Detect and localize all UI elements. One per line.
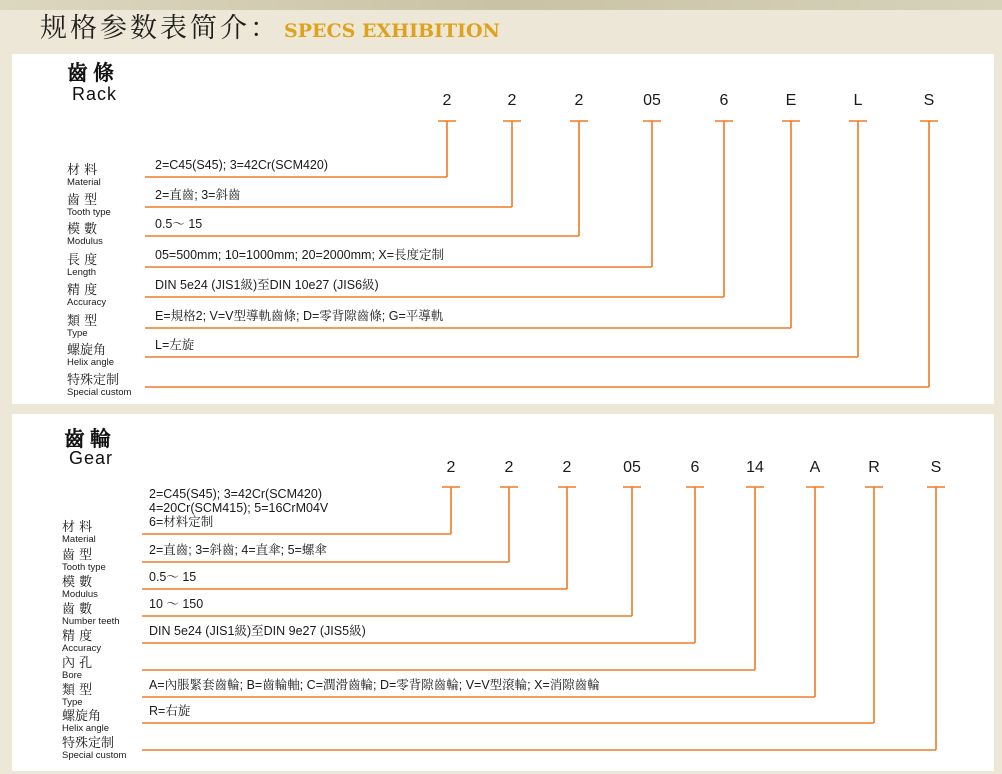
- page-title-cn: 规格参数表简介：: [40, 13, 280, 44]
- gear-row-label-en-5: Bore: [62, 670, 83, 681]
- gear-row-desc-2-0: 0.5～ 15: [149, 570, 197, 584]
- rack-spec-diagram: [12, 54, 994, 404]
- rack-row-desc-6-0: L=左旋: [155, 338, 195, 352]
- gear-row-label-cn-1: 齒 型: [62, 548, 93, 563]
- rack-row-label-cn-3: 長 度: [67, 253, 98, 268]
- gear-row-desc-0-0: 2=C45(S45); 3=42Cr(SCM420): [149, 487, 322, 501]
- gear-row-label-cn-4: 精 度: [62, 629, 93, 644]
- gear-row-label-en-8: Special custom: [62, 750, 127, 761]
- gear-row-label-cn-5: 內 孔: [62, 656, 93, 671]
- gear-row-label-en-2: Modulus: [62, 589, 98, 600]
- page-title: [40, 6, 500, 46]
- gear-code-8: S: [930, 459, 942, 476]
- gear-row-desc-0-1: 4=20Cr(SCM415); 5=16CrM04V: [149, 501, 329, 515]
- gear-row-desc-7-0: R=右旋: [149, 704, 191, 718]
- gear-row-label-cn-8: 特殊定制: [62, 736, 115, 751]
- rack-row-desc-2-0: 0.5～ 15: [155, 217, 203, 231]
- gear-spec-panel: [12, 414, 994, 771]
- rack-spec-panel: [12, 54, 994, 404]
- rack-code-0: 2: [442, 92, 452, 109]
- gear-row-desc-4-0: DIN 5e24 (JIS1級)至DIN 9e27 (JIS5級): [149, 624, 366, 638]
- gear-code-3: 05: [623, 459, 641, 476]
- gear-row-label-cn-2: 模 數: [62, 575, 93, 590]
- gear-row-label-en-1: Tooth type: [62, 562, 106, 573]
- rack-code-1: 2: [507, 92, 517, 109]
- gear-code-0: 2: [446, 459, 456, 476]
- rack-row-desc-1-0: 2=直齒; 3=斜齒: [155, 188, 241, 202]
- rack-row-label-cn-7: 特殊定制: [67, 373, 120, 388]
- gear-row-label-en-7: Helix angle: [62, 723, 109, 734]
- gear-spec-diagram: [12, 414, 994, 771]
- rack-code-4: 6: [719, 92, 729, 109]
- gear-title-en: Gear: [69, 448, 114, 468]
- gear-row-desc-6-0: A=內脹緊套齒輪; B=齒輪軸; C=潤滑齒輪; D=零背隙齒輪; V=V型滾輪; X=消隙齒輪: [149, 678, 600, 692]
- rack-row-desc-4-0: DIN 5e24 (JIS1級)至DIN 10e27 (JIS6級): [155, 278, 379, 292]
- rack-row-label-en-7: Special custom: [67, 387, 132, 398]
- rack-code-5: E: [785, 92, 797, 109]
- rack-row-label-cn-2: 模 數: [67, 222, 98, 237]
- gear-row-desc-1-0: 2=直齒; 3=斜齒; 4=直傘; 5=螺傘: [149, 543, 327, 557]
- gear-code-6: A: [809, 459, 821, 476]
- rack-code-6: L: [853, 92, 863, 109]
- rack-row-label-cn-6: 螺旋角: [67, 343, 107, 358]
- rack-row-label-en-2: Modulus: [67, 236, 103, 247]
- rack-row-label-en-3: Length: [67, 267, 97, 278]
- gear-row-label-cn-6: 類 型: [62, 683, 93, 698]
- rack-row-desc-5-0: E=規格2; V=V型導軌齒條; D=零背隙齒條; G=平導軌: [155, 309, 444, 323]
- rack-row-desc-0-0: 2=C45(S45); 3=42Cr(SCM420): [155, 158, 328, 172]
- gear-title-cn: 齒輪: [64, 427, 116, 451]
- rack-row-label-en-6: Helix angle: [67, 357, 114, 368]
- gear-row-desc-0-2: 6=材料定制: [149, 515, 214, 529]
- gear-row-label-en-4: Accuracy: [62, 643, 102, 654]
- rack-code-3: 05: [643, 92, 661, 109]
- rack-title-en: Rack: [72, 84, 118, 104]
- gear-row-desc-3-0: 10 ～ 150: [149, 597, 204, 611]
- rack-row-label-cn-5: 類 型: [67, 314, 98, 329]
- rack-row-label-cn-0: 材 料: [67, 163, 98, 178]
- gear-code-7: R: [868, 459, 880, 476]
- rack-row-label-en-4: Accuracy: [67, 297, 107, 308]
- rack-row-label-cn-1: 齒 型: [67, 193, 98, 208]
- gear-code-4: 6: [690, 459, 700, 476]
- rack-row-desc-3-0: 05=500mm; 10=1000mm; 20=2000mm; X=長度定制: [155, 248, 445, 262]
- gear-row-label-cn-0: 材 料: [62, 520, 93, 535]
- gear-row-label-en-3: Number teeth: [62, 616, 120, 627]
- rack-row-label-en-5: Type: [67, 328, 88, 339]
- page-title-en: SPECS EXHIBITION: [284, 20, 500, 42]
- rack-code-2: 2: [574, 92, 584, 109]
- rack-row-label-en-0: Material: [67, 177, 101, 188]
- rack-row-label-cn-4: 精 度: [67, 283, 98, 298]
- rack-code-7: S: [923, 92, 935, 109]
- rack-row-label-en-1: Tooth type: [67, 207, 111, 218]
- gear-code-2: 2: [562, 459, 572, 476]
- gear-row-label-cn-7: 螺旋角: [62, 709, 102, 724]
- rack-title-cn: 齒條: [67, 61, 119, 85]
- gear-row-label-en-6: Type: [62, 697, 83, 708]
- gear-row-label-cn-3: 齒 數: [62, 602, 93, 617]
- gear-code-5: 14: [746, 459, 764, 476]
- gear-code-1: 2: [504, 459, 514, 476]
- gear-row-label-en-0: Material: [62, 534, 96, 545]
